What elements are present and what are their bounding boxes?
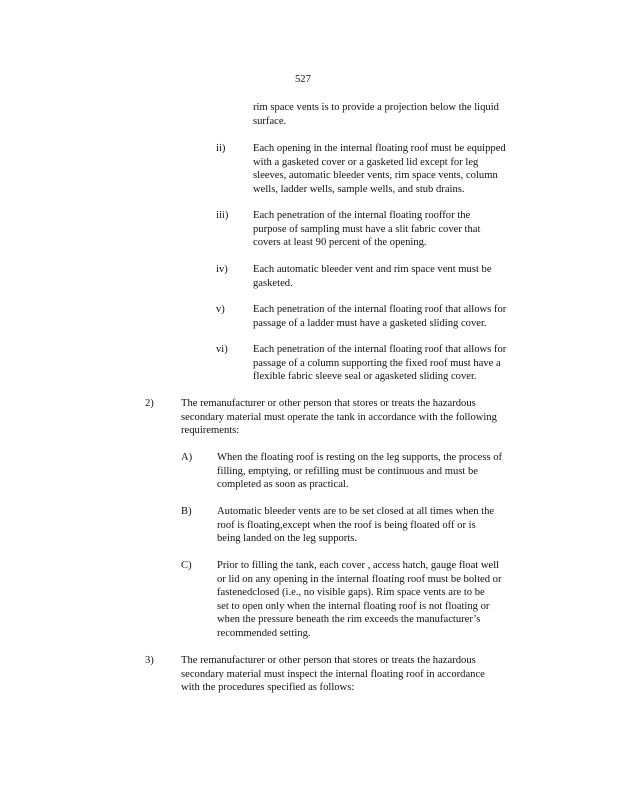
sub-item-vi-text — [253, 343, 541, 384]
text-line: set to open only when the internal floating roof is not floating or — [217, 600, 490, 612]
text-line: when the pressure beneath the rim exceeds the manufacturer’s — [217, 614, 481, 625]
page-number: 527 — [295, 74, 311, 85]
text-line: being landed on the leg supports. — [217, 533, 358, 544]
text-line: The remanufacturer or other person that stores or treats the hazardous — [181, 655, 476, 666]
text-line: with the procedures specified as follows: — [181, 682, 355, 693]
text-line: fastenedclosed (i.e., no visible gaps). Rim space vents are to be — [217, 587, 485, 598]
item-3-text — [181, 654, 515, 695]
letter-item-c-marker: C) — [181, 560, 192, 571]
text-line: secondary material must operate the tank in accordance with the following — [181, 411, 497, 423]
sub-item-v-marker: v) — [216, 304, 225, 315]
text-line: Each automatic bleeder vent and rim space vent must be — [253, 264, 492, 275]
sub-item-ii-text — [253, 142, 541, 196]
letter-item-a-marker: A) — [181, 452, 193, 463]
sub-item-v-text — [253, 303, 541, 330]
text-line: passage of a ladder must have a gasketed sliding cover. — [253, 317, 487, 329]
text-line: roof is floating,except when the roof is being floated off or is — [217, 519, 476, 531]
text-line: filling, emptying, or refilling must be continuous and must be — [217, 465, 478, 477]
text-line: wells, ladder wells, sample wells, and stub drains. — [253, 183, 465, 195]
letter-item-b-text — [217, 505, 533, 546]
sub-item-ii-marker: ii) — [216, 143, 226, 154]
text-line: When the floating roof is resting on the leg supports, the process of — [217, 452, 503, 463]
sub-item-iii-marker: iii) — [216, 210, 229, 221]
continuation-paragraph — [253, 101, 531, 128]
text-line: Each opening in the internal floating roof must be equipped — [253, 143, 506, 154]
text-line: secondary material must inspect the internal floating roof in accordance — [181, 668, 485, 680]
item-3-marker: 3) — [145, 655, 154, 666]
item-2-text — [181, 397, 535, 438]
text-line: Each penetration of the internal floating roof that allows for — [253, 344, 507, 355]
text-line: covers at least 90 percent of the opening. — [253, 237, 427, 248]
sub-item-iv-marker: iv) — [216, 264, 228, 275]
text-line: Each penetration of the internal floating roof that allows for — [253, 304, 507, 315]
text-line: The remanufacturer or other person that stores or treats the hazardous — [181, 398, 476, 409]
text-line: passage of a column supporting the fixed roof must have a — [253, 357, 501, 369]
letter-item-b-marker: B) — [181, 506, 192, 517]
item-2-marker: 2) — [145, 398, 154, 409]
text-line: completed as soon as practical. — [217, 479, 349, 490]
text-line: sleeves, automatic bleeder vents, rim space vents, column — [253, 170, 498, 181]
letter-item-a-text — [217, 451, 543, 492]
text-line: recommended setting. — [217, 627, 311, 639]
sub-item-vi-marker: vi) — [216, 344, 228, 355]
text-line: or lid on any opening in the internal floating roof must be bolted or — [217, 573, 502, 585]
sub-item-iv-text — [253, 263, 525, 290]
sub-item-iii-text — [253, 209, 513, 250]
text-line: with a gasketed cover or a gasketed lid except for leg — [253, 156, 479, 168]
text-line: flexible fabric sleeve seal or agasketed sliding cover. — [253, 371, 477, 382]
letter-item-c-text — [217, 559, 543, 640]
text-line: requirements: — [181, 425, 240, 436]
text-line: Each penetration of the internal floating rooffor the — [253, 210, 471, 221]
text-line: surface. — [253, 115, 287, 127]
text-line: gasketed. — [253, 277, 293, 289]
text-line: Prior to filling the tank, each cover , access hatch, gauge float well — [217, 560, 500, 571]
text-line: purpose of sampling must have a slit fabric cover that — [253, 223, 481, 235]
text-line: Automatic bleeder vents are to be set closed at all times when the — [217, 506, 495, 517]
text-line: rim space vents is to provide a projection below the liquid — [253, 102, 499, 113]
